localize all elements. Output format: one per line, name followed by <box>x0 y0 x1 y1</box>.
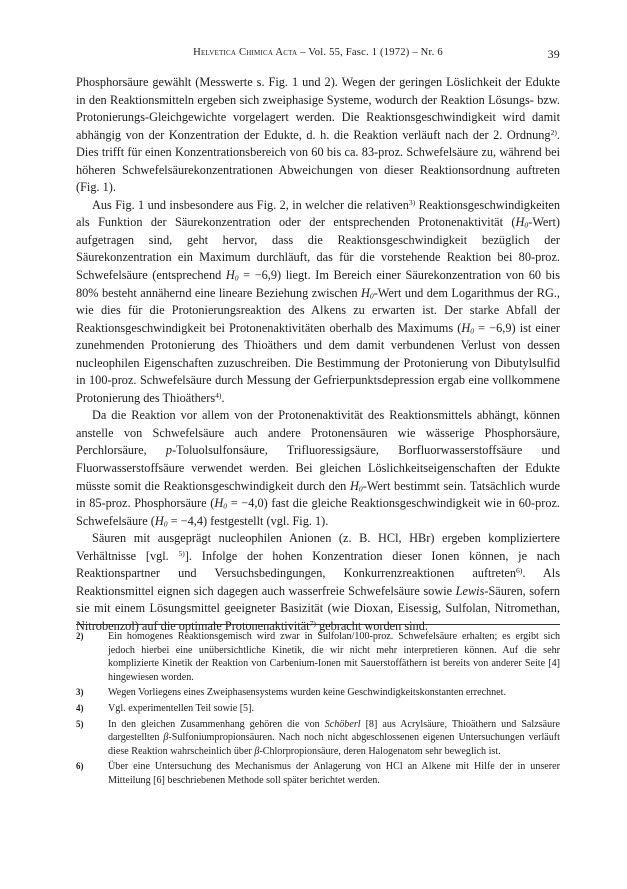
issue-info: – Vol. 55, Fasc. 1 (1972) – Nr. 6 <box>297 47 443 58</box>
footnote-mark: 4) <box>76 702 84 713</box>
running-header <box>76 47 560 61</box>
paragraph: Da die Reaktion vor allem von der Protonenaktivität des Reaktionsmittels abhängt, können anstelle von Schwefelsäure auch andere Protonensäuren wie wässerige Phosphorsäure, Perchlorsäure, p-Toluolsulfonsäure, Trifluoressigsäure, Borfluorwasserstoffsäure und Fluorwasserstoffsäure verwendet werden. Bei gleichen Löslichkeitseigenschaften der Edukte müsste somit die Reaktionsgeschwindigkeit durch den $H_0$-Wert bestimmt sein. Tatsächlich wurde in 85-proz. Phosphorsäure $(H_0 = -4,0)$ fast die gleiche Reaktionsgeschwindigkeit wie in 60-proz. Schwefelsäure $(H_0 = -4,4)$ festgestellt (vgl. Fig. 1). <box>76 408 560 529</box>
footnote-text: Wegen Vorliegens eines Zweiphasensystems wurden keine Geschwindigkeitskonstanten errechnet. <box>108 687 506 699</box>
footnote-text: Über eine Untersuchung des Mechanismus der Anlagerung von HCl an Alkene mit Hilfe der in unserer Mitteilung [6] beschriebenen Methode soll später berichtet werden. <box>108 761 560 786</box>
footnote-mark: 2) <box>76 631 84 641</box>
italic-term: Lewis <box>455 583 485 598</box>
italic-term: p <box>165 443 173 458</box>
journal-name: Helvetica Chimica Acta <box>193 47 298 58</box>
footnote <box>76 760 560 787</box>
footnote-mark: 3) <box>76 687 84 698</box>
footnote-ref: 5) <box>178 548 185 558</box>
footnote-text: Ein homogenes Reaktionsgemisch wird zwar in Sulfolan/100-proz. Schwefelsäure erhalten; es ergibt sich jedoch hierbei eine unübersichtliche Kinetik, die wir nicht mehr interpretieren können. Auf die sehr komplizierte Kinetik der Reaktion von Carbenium-Ionen mit Sauerstoffäthern ist bereits von anderer Seite [4] hingewiesen worden. <box>108 631 560 683</box>
acidity-function-symbol: $H_0$ <box>214 496 228 511</box>
acidity-function-symbol: $H_0$ <box>360 285 374 301</box>
paragraph: Säuren mit ausgeprägt nucleophilen Anionen (z. B. HCl, HBr) ergeben kompliziertere Verhältnisse [vgl. $^{5)}$]. Infolge der hohen Konzentration dieser Ionen können, je nach Reaktionspartner und Versuchsbedingungen, Konkurrenzreaktionen auftreten$^{6)}$. Als Reaktionsmittel eignen sich dagegen auch wasserfreie Schwefelsäure sowie Lewis-Säuren, sofern sie mit einem Lösungsmittel geeigneter Basizität (wie Dioxan, Eisessig, Sulfolan, Nitromethan, Nitrobenzol) auf die optimale Protonenaktivität$^{7)}$ gebracht worden sind. <box>76 531 561 633</box>
footnote-divider <box>76 624 560 625</box>
acidity-function-symbol: $H_0$ <box>461 320 475 336</box>
paragraph: Aus Fig. 1 und insbesondere aus Fig. 2, in welcher die relativen$^{3)}$ Reaktionsgeschwindigkeiten als Funktion der Säurekonzentration oder der entsprechenden Protonenaktivität $(H_0-Wert)$ aufgetragen sind, geht hervor, dass die Reaktionsgeschwindigkeit bezüglich der Säurekonzentration ein Maximum durchläuft, das für die vorstehende Reaktion bei 80-proz. Schwefelsäure (entsprechend $H_0 = -6,9$) liegt. Im Bereich einer Säurekonzentration von 60 bis 80% besteht annähernd eine lineare Beziehung zwischen $H_0$-Wert und dem Logarithmus der RG., wie dies für die Protonierungsreaktion des Alkens zu erwarten ist. Der starke Abfall der Reaktionsgeschwindigkeit bei Protonenaktivitäten oberhalb des Maximums $(H_0 = -6,9)$ ist einer zunehmenden Protonierung des Thioäthers und dem damit verbundenen Verlust von dessen nucleophilen Eigenschaften zuzuschreiben. Die Bestimmung der Protonierung von Dibutylsulfid in 100-proz. Schwefelsäure durch Messung der Gefrierpunktsdepression ergab eine vollkommene Protonierung des Thioäthers$^{4)}$. <box>76 197 561 405</box>
italic-term: β <box>163 732 169 744</box>
page-number: 39 <box>547 47 560 61</box>
footnote-ref: 3) <box>408 197 416 207</box>
footnote-ref: 7) <box>309 618 316 628</box>
footnote <box>76 702 560 716</box>
acidity-function-symbol: $H_0$ <box>350 478 363 494</box>
footnote-text: Vgl. experimentellen Teil sowie [5]. <box>108 702 254 714</box>
italic-term: Schöberl <box>324 718 361 730</box>
footnotes <box>76 630 560 790</box>
footnote <box>76 630 560 684</box>
footnote-ref: 6) <box>516 566 523 576</box>
acidity-function-symbol: $H_0$ <box>225 268 239 283</box>
footnote-mark: 5) <box>76 718 84 729</box>
footnote-text: In den gleichen Zusammenhang gehören die von Schöberl [8] aus Acrylsäure, Thioäthern und Salzsäure dargestellten β-Sulfoniumpropionsäuren. Nach noch nicht abgeschlossenen eigenen Untersuchungen verläuft diese Reaktion wahrscheinlich über β-Chlorpropionsäure, deren Halogenatom sehr beweglich ist. <box>108 718 560 757</box>
footnote-ref: 4) <box>215 390 222 400</box>
footnote-mark: 6) <box>76 761 84 772</box>
footnote <box>76 718 560 759</box>
footnote-ref: 2) <box>550 127 557 137</box>
acidity-function-symbol: $H_0$ <box>154 513 168 529</box>
body-text <box>76 74 560 636</box>
footnote <box>76 686 560 700</box>
acidity-function-symbol: $H_0$ <box>515 215 529 230</box>
italic-term: β <box>254 745 260 757</box>
paragraph: Phosphorsäure gewählt (Messwerte s. Fig. 1 und 2). Wegen der geringen Löslichkeit der Edukte in den Reaktionsmitteln ergeben sich zweiphasige Systeme, wodurch der Reaktion Lösungs- bzw. Protonierungs-Gleichgewichte vorgelagert werden. Die Reaktionsgeschwindigkeit wird damit abhängig von der Konzentration der Edukte, d. h. die Reaktion verläuft nach der 2. Ordnung$^{2)}$. Dies trifft für einen Konzentrationsbereich von 60 bis ca. 83-proz. Schwefelsäure zu, während bei höheren Schwefelsäurekonzentrationen Abweichungen von dieser Reaktionsordnung auftreten (Fig. 1). <box>76 75 560 195</box>
